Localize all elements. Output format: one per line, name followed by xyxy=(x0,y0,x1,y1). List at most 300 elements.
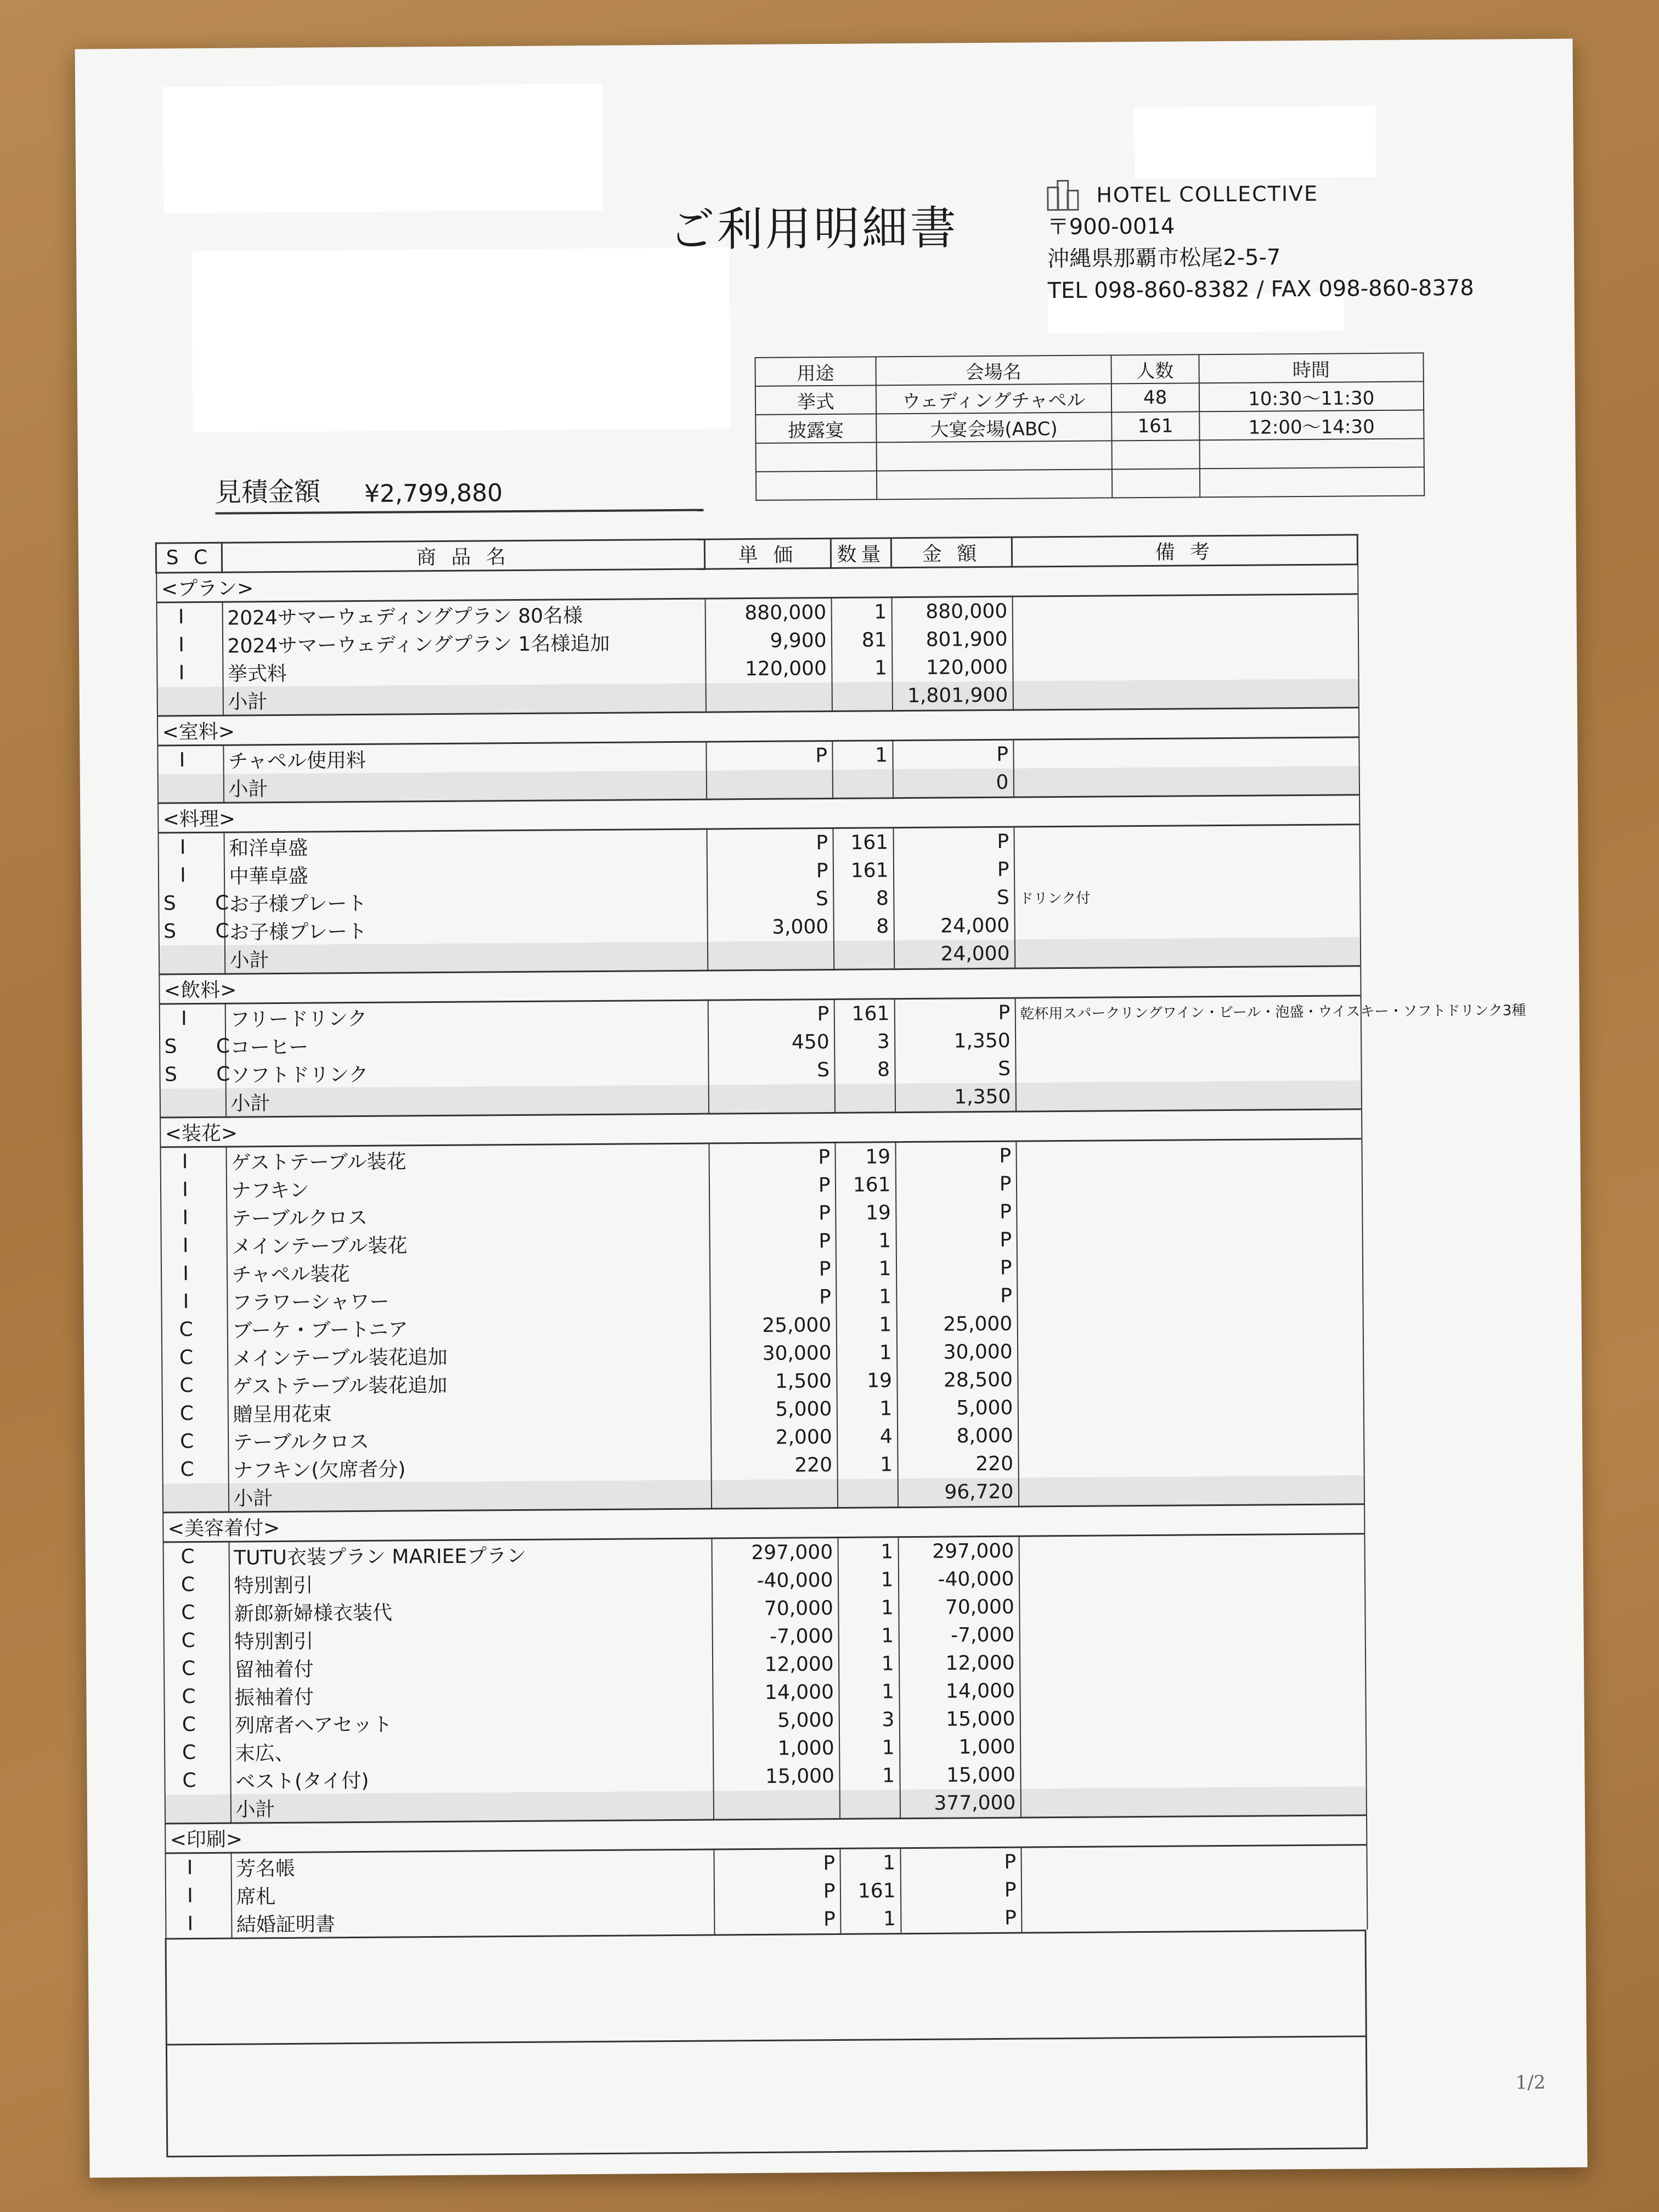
item-cell-note xyxy=(1019,1534,1364,1565)
item-cell-amount: S xyxy=(894,884,1014,913)
item-cell-price: 1,500 xyxy=(710,1367,837,1396)
subtotal-spacer xyxy=(837,1479,898,1508)
item-cell-price: P xyxy=(706,741,832,770)
item-cell-price: P xyxy=(714,1877,840,1906)
item-cell-sc: S C xyxy=(159,917,224,946)
item-cell-qty: 161 xyxy=(833,828,893,857)
document-paper xyxy=(75,39,1587,2178)
subtotal-spacer xyxy=(162,1483,228,1513)
venue-cell-purpose xyxy=(756,471,877,500)
item-cell-note xyxy=(1020,1702,1365,1733)
hotel-address: 沖縄県那覇市松尾2-5-7 xyxy=(1047,245,1281,272)
item-cell-amount: 8,000 xyxy=(898,1422,1018,1451)
item-cell-note xyxy=(1021,1874,1367,1904)
item-cell-qty: 161 xyxy=(840,1877,900,1905)
item-cell-price: P xyxy=(709,1227,836,1256)
item-cell-sc: I xyxy=(165,1853,231,1882)
item-cell-qty: 161 xyxy=(833,856,893,885)
items-header-amount: 金 額 xyxy=(891,537,1012,568)
item-cell-amount: P xyxy=(896,1226,1017,1255)
item-cell-price: P xyxy=(710,1283,836,1312)
item-cell-sc: C xyxy=(165,1767,230,1795)
item-cell-amount: 15,000 xyxy=(900,1761,1020,1790)
subtotal-spacer xyxy=(160,1088,225,1118)
subtotal-label: 小計 xyxy=(228,1480,711,1513)
subtotal-spacer xyxy=(713,1790,839,1820)
item-cell-price: 220 xyxy=(711,1451,837,1480)
item-cell-amount: 801,900 xyxy=(891,625,1012,654)
item-cell-qty: 1 xyxy=(839,1762,900,1790)
item-cell-qty: 1 xyxy=(839,1734,899,1762)
venue-header-purpose: 用途 xyxy=(755,357,876,386)
item-cell-name: ブーケ・ブートニア xyxy=(227,1312,710,1344)
item-cell-qty: 3 xyxy=(834,1028,894,1056)
item-cell-sc: I xyxy=(161,1260,227,1288)
item-cell-sc: I xyxy=(157,659,223,687)
item-cell-sc: S C xyxy=(159,889,224,918)
item-cell-amount: 880,000 xyxy=(891,596,1012,626)
item-cell-amount: P xyxy=(901,1904,1022,1933)
item-cell-price: P xyxy=(709,1255,836,1284)
venue-cell-venue: 大宴会場(ABC) xyxy=(876,412,1112,442)
category-label: <装花> xyxy=(160,1109,1362,1147)
item-cell-amount: P xyxy=(896,1198,1017,1227)
item-cell-note xyxy=(1013,651,1358,681)
item-cell-note xyxy=(1012,623,1358,653)
category-label: <美容着付> xyxy=(163,1504,1364,1542)
item-cell-qty: 1 xyxy=(838,1622,899,1650)
item-cell-sc: I xyxy=(159,1003,225,1032)
item-cell-price: P xyxy=(714,1848,840,1878)
venue-cell-venue xyxy=(876,441,1112,471)
venue-cell-venue xyxy=(876,469,1112,499)
item-cell-note xyxy=(1022,1901,1367,1932)
item-cell-sc: I xyxy=(160,1176,226,1204)
item-cell-price: 70,000 xyxy=(712,1594,838,1623)
item-cell-note xyxy=(1013,737,1359,769)
item-cell-price: P xyxy=(709,1199,836,1228)
subtotal-spacer xyxy=(1013,679,1358,710)
item-cell-sc: C xyxy=(163,1571,229,1599)
item-cell-name: ナフキン(欠席者分) xyxy=(228,1452,711,1483)
category-label: <料理> xyxy=(158,795,1359,833)
item-cell-name: ナフキン xyxy=(226,1172,709,1204)
venue-cell-venue: ウェディングチャペル xyxy=(876,383,1111,414)
hotel-tel: TEL 098-860-8382 / FAX 098-860-8378 xyxy=(1047,275,1474,304)
item-cell-price: 5,000 xyxy=(710,1395,837,1424)
venue-row xyxy=(756,467,1424,500)
item-cell-note xyxy=(1019,1562,1364,1593)
subtotal-value: 96,720 xyxy=(898,1478,1018,1508)
item-cell-price: 9,900 xyxy=(705,627,831,656)
item-cell-amount: 297,000 xyxy=(898,1536,1019,1566)
item-cell-amount: P xyxy=(900,1847,1021,1877)
item-cell-amount: 14,000 xyxy=(899,1677,1020,1706)
item-cell-price: S xyxy=(708,1056,834,1085)
hotel-name: HOTEL COLLECTIVE xyxy=(1096,181,1319,207)
item-cell-name: フリードリンク xyxy=(225,1000,708,1032)
item-cell-price: 3,000 xyxy=(707,913,833,942)
item-cell-note xyxy=(1014,853,1359,883)
item-cell-price: 450 xyxy=(708,1028,834,1057)
redacted-block-customer xyxy=(191,247,730,432)
subtotal-spacer xyxy=(1013,766,1359,797)
subtotal-spacer xyxy=(706,682,832,712)
item-cell-amount: 30,000 xyxy=(896,1338,1017,1367)
item-cell-name: 2024サマーウェディングプラン 1名様追加 xyxy=(222,628,705,659)
venue-cell-time xyxy=(1199,438,1424,469)
item-cell-amount: P xyxy=(893,856,1014,885)
item-cell-note: ドリンク付 xyxy=(1014,881,1360,911)
subtotal-label: 小計 xyxy=(223,771,706,803)
subtotal-spacer xyxy=(165,1795,230,1824)
item-cell-qty: 1 xyxy=(836,1255,896,1283)
item-cell-price: P xyxy=(709,1171,835,1200)
item-cell-qty: 161 xyxy=(835,1171,895,1199)
category-label: <室料> xyxy=(157,708,1358,746)
item-cell-name: 2024サマーウェディングプラン 80名様 xyxy=(222,599,705,631)
subtotal-spacer xyxy=(1018,1475,1364,1506)
item-cell-price: 30,000 xyxy=(710,1339,836,1368)
item-cell-amount: P xyxy=(893,740,1013,769)
item-cell-sc: C xyxy=(162,1455,228,1484)
venue-row xyxy=(755,381,1424,415)
item-cell-qty: 1 xyxy=(840,1905,901,1933)
item-cell-qty: 1 xyxy=(838,1537,898,1566)
item-cell-note xyxy=(1018,1363,1363,1393)
item-cell-price: 2,000 xyxy=(711,1423,837,1452)
item-cell-note xyxy=(1014,909,1360,939)
item-cell-note xyxy=(1017,1279,1363,1310)
subtotal-label: 小計 xyxy=(223,684,706,716)
item-cell-name: コーヒー xyxy=(225,1029,708,1060)
item-cell-qty: 8 xyxy=(833,912,894,941)
item-cell-name: メインテーブル装花 xyxy=(227,1228,709,1260)
item-cell-qty: 19 xyxy=(837,1367,897,1395)
item-cell-name: 特別割引 xyxy=(229,1567,712,1599)
item-cell-sc: C xyxy=(162,1427,228,1456)
item-cell-name: メインテーブル装花追加 xyxy=(227,1340,710,1372)
item-cell-amount: 28,500 xyxy=(897,1366,1018,1395)
subtotal-value: 0 xyxy=(893,769,1013,798)
item-cell-note xyxy=(1012,594,1358,625)
item-cell-price: -40,000 xyxy=(712,1566,838,1595)
item-cell-sc: C xyxy=(163,1542,229,1571)
subtotal-value: 377,000 xyxy=(900,1789,1020,1819)
item-cell-qty: 1 xyxy=(838,1594,899,1622)
item-cell-qty: 8 xyxy=(833,884,894,913)
item-cell-note xyxy=(1019,1590,1365,1621)
item-cell-price: 120,000 xyxy=(706,654,832,684)
subtotal-spacer xyxy=(1015,1080,1361,1111)
item-cell-name: お子様プレート xyxy=(224,886,707,917)
venue-cell-purpose: 披露宴 xyxy=(755,414,876,443)
hotel-logo-icon xyxy=(1047,180,1085,211)
item-cell-sc: S C xyxy=(160,1032,225,1061)
item-cell-qty: 4 xyxy=(837,1423,898,1451)
items-header-price: 単 価 xyxy=(704,538,831,569)
subtotal-spacer xyxy=(833,940,894,969)
category-label: <飲料> xyxy=(159,966,1361,1004)
item-cell-sc: I xyxy=(158,832,224,861)
item-cell-name: 芳名帳 xyxy=(231,1849,714,1882)
venue-cell-purpose xyxy=(756,442,877,472)
item-cell-qty: 1 xyxy=(837,1395,897,1423)
item-cell-qty: 1 xyxy=(832,741,893,770)
venue-cell-time: 10:30〜11:30 xyxy=(1199,381,1424,411)
item-cell-name: チャペル使用料 xyxy=(223,742,706,774)
subtotal-spacer xyxy=(834,1084,895,1113)
item-cell-qty: 1 xyxy=(831,597,891,627)
item-cell-amount: S xyxy=(895,1055,1015,1084)
item-cell-name: ベスト(タイ付) xyxy=(230,1763,713,1795)
document-title: ご利用明細書 xyxy=(668,201,959,257)
item-cell-qty: 3 xyxy=(839,1706,899,1734)
item-cell-sc: I xyxy=(161,1288,227,1316)
item-cell-sc: I xyxy=(165,1882,231,1910)
page-number: 1/2 xyxy=(1515,2071,1546,2094)
item-cell-note xyxy=(1015,1052,1361,1082)
subtotal-spacer xyxy=(707,941,833,970)
blank-row-area xyxy=(165,1929,1368,2157)
item-cell-sc: C xyxy=(162,1372,228,1400)
item-cell-price: 15,000 xyxy=(713,1762,839,1791)
subtotal-spacer xyxy=(832,682,892,711)
item-cell-note xyxy=(1019,1646,1365,1677)
item-cell-name: 特別割引 xyxy=(229,1623,712,1655)
item-cell-name: 挙式料 xyxy=(223,656,706,687)
item-cell-qty: 1 xyxy=(836,1311,896,1339)
subtotal-spacer xyxy=(1020,1786,1366,1818)
item-cell-qty: 1 xyxy=(832,654,892,682)
item-cell-name: ソフトドリンク xyxy=(225,1057,708,1088)
item-cell-note xyxy=(1019,1618,1365,1649)
item-cell-qty: 8 xyxy=(834,1056,895,1084)
category-label: <プラン> xyxy=(156,565,1358,602)
venue-cell-people xyxy=(1112,469,1200,498)
redacted-block-top-right xyxy=(1134,106,1376,179)
item-cell-name: フラワーシャワー xyxy=(227,1284,710,1316)
item-cell-sc: I xyxy=(166,1910,232,1938)
item-cell-amount: 120,000 xyxy=(892,653,1013,682)
item-cell-qty: 1 xyxy=(837,1451,898,1479)
item-cell-name: チャペル装花 xyxy=(227,1256,709,1288)
items-header-name: 商 品 名 xyxy=(222,539,704,572)
item-cell-amount: P xyxy=(896,1254,1017,1283)
venue-header-people: 人数 xyxy=(1111,354,1199,383)
item-cell-amount: -7,000 xyxy=(899,1621,1019,1650)
item-cell-amount: P xyxy=(895,1141,1016,1171)
item-cell-amount: 24,000 xyxy=(894,912,1014,941)
estimate-total xyxy=(215,467,704,515)
subtotal-spacer xyxy=(839,1790,900,1819)
item-cell-price: P xyxy=(714,1905,840,1934)
item-cell-amount: 1,000 xyxy=(899,1733,1020,1762)
item-cell-amount: P xyxy=(893,827,1014,856)
subtotal-label: 小計 xyxy=(230,1791,713,1824)
subtotal-spacer xyxy=(157,687,223,716)
item-cell-name: テーブルクロス xyxy=(227,1200,709,1232)
estimate-value: ¥2,799,880 xyxy=(364,479,503,508)
item-cell-name: 結婚証明書 xyxy=(232,1906,714,1938)
hotel-postal: 〒900-0014 xyxy=(1047,213,1175,240)
subtotal-spacer xyxy=(706,770,832,799)
item-cell-note xyxy=(1018,1447,1364,1477)
item-cell-amount: 5,000 xyxy=(897,1394,1018,1423)
item-cell-sc: C xyxy=(161,1316,227,1344)
item-cell-qty: 1 xyxy=(839,1678,899,1706)
item-cell-sc: C xyxy=(164,1739,230,1767)
item-cell-name: 贈呈用花束 xyxy=(228,1396,710,1427)
item-cell-amount: P xyxy=(896,1282,1017,1311)
item-cell-note xyxy=(1021,1845,1367,1876)
items-section xyxy=(155,534,1526,2157)
subtotal-spacer xyxy=(832,769,893,798)
item-cell-qty: 1 xyxy=(836,1227,896,1255)
item-cell-note xyxy=(1020,1758,1366,1788)
item-cell-note xyxy=(1017,1335,1363,1365)
item-cell-qty: 19 xyxy=(836,1199,896,1227)
subtotal-value: 1,801,900 xyxy=(892,681,1013,711)
venue-table xyxy=(754,352,1425,501)
item-cell-price: 297,000 xyxy=(712,1537,838,1567)
item-cell-sc: C xyxy=(163,1627,229,1655)
item-cell-qty: 19 xyxy=(835,1142,895,1171)
venue-row xyxy=(755,410,1424,443)
item-cell-qty: 81 xyxy=(831,626,891,654)
item-cell-price: -7,000 xyxy=(712,1622,838,1651)
item-cell-amount: 220 xyxy=(898,1450,1018,1479)
subtotal-spacer xyxy=(159,945,224,974)
item-cell-qty: 1 xyxy=(838,1650,899,1678)
item-cell-amount: P xyxy=(894,998,1015,1028)
item-cell-sc: C xyxy=(164,1683,230,1711)
item-cell-name: ゲストテーブル装花 xyxy=(226,1143,709,1176)
items-header-sc: S C xyxy=(156,543,222,573)
subtotal-label: 小計 xyxy=(224,942,707,974)
item-cell-name: テーブルクロス xyxy=(228,1424,711,1455)
item-cell-amount: P xyxy=(895,1170,1016,1199)
item-cell-amount: -40,000 xyxy=(898,1565,1019,1594)
item-cell-name: 留袖着付 xyxy=(229,1651,712,1683)
item-cell-note xyxy=(1018,1419,1363,1449)
item-cell-price: 25,000 xyxy=(710,1311,836,1340)
item-cell-price: P xyxy=(707,857,833,886)
item-cell-note xyxy=(1017,1307,1363,1338)
item-cell-note xyxy=(1017,1251,1362,1282)
item-cell-name: 席札 xyxy=(231,1878,714,1910)
item-cell-qty: 1 xyxy=(840,1848,900,1877)
item-cell-name: 末広、 xyxy=(230,1735,713,1767)
venue-header-venue: 会場名 xyxy=(876,355,1111,385)
item-cell-sc: C xyxy=(161,1344,227,1372)
subtotal-label: 小計 xyxy=(225,1085,708,1118)
item-cell-note xyxy=(1014,825,1359,856)
venue-cell-people: 48 xyxy=(1111,383,1199,412)
item-cell-note xyxy=(1015,1024,1361,1054)
subtotal-spacer xyxy=(708,1084,834,1114)
item-cell-sc: I xyxy=(161,1204,227,1232)
item-cell-name: 振袖着付 xyxy=(230,1679,713,1711)
item-cell-note xyxy=(1020,1730,1365,1760)
item-cell-amount: P xyxy=(900,1876,1021,1905)
items-table xyxy=(155,534,1526,1938)
item-cell-price: 880,000 xyxy=(705,597,831,627)
item-cell-name: お子様プレート xyxy=(224,914,707,945)
item-cell-sc: I xyxy=(157,745,223,774)
subtotal-value: 1,350 xyxy=(895,1083,1015,1113)
item-cell-amount: 70,000 xyxy=(899,1593,1019,1622)
item-cell-sc: C xyxy=(164,1711,230,1739)
item-cell-price: 12,000 xyxy=(712,1650,838,1679)
items-header-qty: 数量 xyxy=(831,538,891,568)
venue-cell-time xyxy=(1199,467,1424,497)
item-cell-name: ゲストテーブル装花追加 xyxy=(228,1368,710,1400)
item-cell-name: 中華卓盛 xyxy=(224,858,707,889)
redacted-block-top-left xyxy=(163,84,603,213)
item-cell-amount: 15,000 xyxy=(899,1705,1020,1734)
item-cell-note xyxy=(1020,1674,1365,1705)
item-cell-name: 新郎新婦様衣装代 xyxy=(229,1595,712,1627)
item-cell-sc: I xyxy=(158,861,224,890)
item-cell-price: P xyxy=(707,828,833,857)
category-label: <印刷> xyxy=(165,1815,1367,1853)
item-cell-qty: 161 xyxy=(834,999,894,1028)
subtotal-spacer xyxy=(711,1479,837,1509)
item-cell-note xyxy=(1018,1391,1363,1421)
item-cell-sc: I xyxy=(161,1232,227,1260)
item-cell-note xyxy=(1017,1195,1362,1226)
item-cell-sc: I xyxy=(156,602,222,631)
item-cell-name: 列席者ヘアセット xyxy=(230,1707,713,1739)
item-cell-name: TUTU衣装プラン MARIEEプラン xyxy=(229,1538,712,1571)
item-cell-name: 和洋卓盛 xyxy=(224,829,707,861)
item-cell-sc: I xyxy=(160,1147,226,1176)
subtotal-spacer xyxy=(1014,937,1360,968)
item-cell-price: S xyxy=(707,885,833,914)
item-cell-qty: 1 xyxy=(836,1283,896,1311)
item-cell-price: P xyxy=(708,999,834,1029)
item-cell-price: P xyxy=(709,1142,835,1172)
item-cell-sc: S C xyxy=(160,1060,225,1089)
venue-cell-people: 161 xyxy=(1111,411,1199,441)
item-cell-amount: 25,000 xyxy=(896,1310,1017,1339)
item-cell-note xyxy=(1017,1223,1362,1254)
hotel-info xyxy=(1047,177,1474,307)
venue-row xyxy=(756,438,1424,472)
item-cell-qty: 1 xyxy=(838,1566,898,1594)
venue-cell-people xyxy=(1111,440,1199,469)
item-cell-price: 1,000 xyxy=(713,1734,839,1763)
item-cell-sc: C xyxy=(163,1599,229,1627)
item-cell-price: 5,000 xyxy=(713,1706,839,1735)
venue-cell-time: 12:00〜14:30 xyxy=(1199,410,1424,440)
venue-cell-purpose: 挙式 xyxy=(755,385,876,415)
item-cell-amount: 1,350 xyxy=(894,1027,1015,1056)
item-cell-amount: 12,000 xyxy=(899,1649,1019,1678)
venue-header-time: 時間 xyxy=(1199,353,1424,383)
items-header-note: 備 考 xyxy=(1012,535,1357,567)
item-cell-note: 乾杯用スパークリングワイン・ビール・泡盛・ウイスキー・ソフトドリンク3種 xyxy=(1015,996,1361,1027)
item-cell-qty: 1 xyxy=(836,1339,896,1367)
item-cell-sc: C xyxy=(162,1400,228,1428)
item-cell-sc: C xyxy=(163,1655,229,1683)
subtotal-value: 24,000 xyxy=(894,940,1014,969)
item-cell-note xyxy=(1016,1167,1362,1198)
item-cell-sc: I xyxy=(156,631,222,659)
item-cell-note xyxy=(1016,1139,1362,1170)
subtotal-spacer xyxy=(157,774,223,803)
